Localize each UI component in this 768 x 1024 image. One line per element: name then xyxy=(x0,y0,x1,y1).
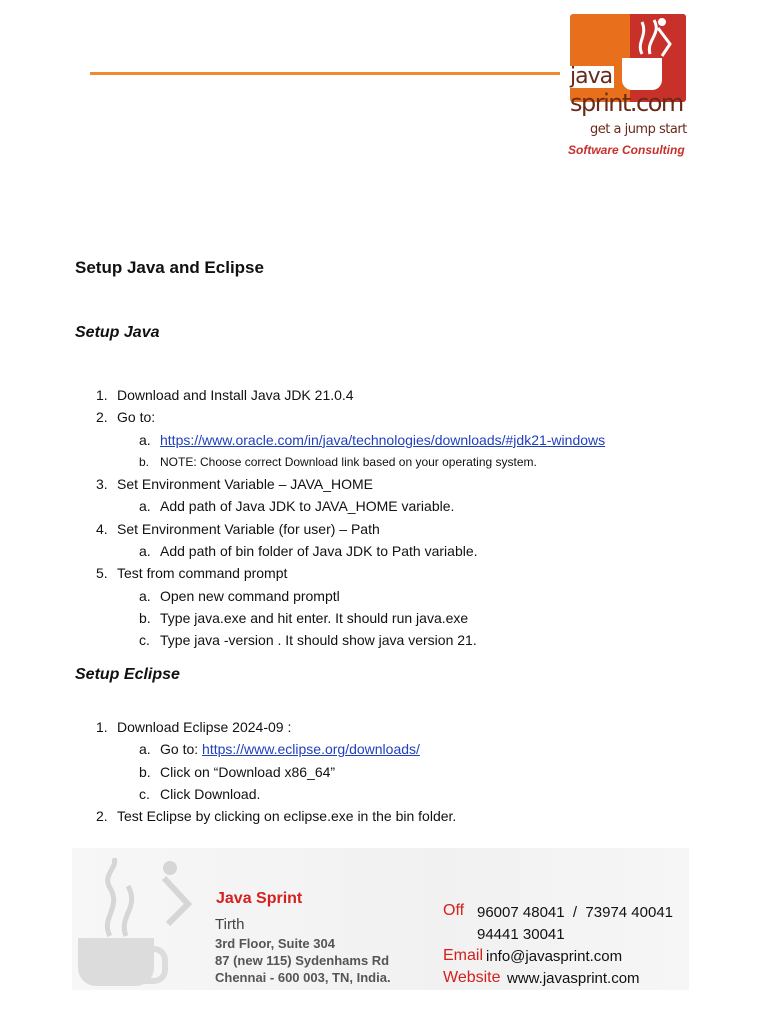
footer-phones: 96007 48041 / 73974 40041 xyxy=(477,904,674,921)
logo-cup-icon xyxy=(622,58,662,90)
javasprint-logo xyxy=(560,14,688,159)
logo-word-sprint: sprint.com xyxy=(570,89,683,117)
footer-address-line: 87 (new 115) Sydenhams Rd xyxy=(215,953,390,968)
footer-email-label: Email xyxy=(443,947,484,964)
footer-address-line: Tirth xyxy=(215,916,245,933)
oracle-download-link[interactable]: https://www.oracle.com/in/java/technologies/downloads/#jdk21-windows xyxy=(160,431,606,448)
footer-email[interactable]: info@javasprint.com xyxy=(486,948,623,965)
logo-tagline: get a jump start xyxy=(590,122,687,137)
footer-contact-banner xyxy=(72,848,689,990)
header-divider xyxy=(90,72,560,75)
eclipse-download-link[interactable]: https://www.eclipse.org/downloads/ xyxy=(202,741,420,758)
logo-subtitle: Software Consulting xyxy=(568,143,685,157)
setup-eclipse-heading: Setup Eclipse xyxy=(75,666,180,683)
footer-steam-icon xyxy=(92,858,202,938)
footer-address-line: 3rd Floor, Suite 304 xyxy=(215,936,335,951)
page-title: Setup Java and Eclipse xyxy=(75,258,264,277)
setup-java-heading: Setup Java xyxy=(75,324,160,341)
footer-website[interactable]: www.javasprint.com xyxy=(507,970,640,987)
footer-website-label: Website xyxy=(443,969,501,986)
footer-company-name: Java Sprint xyxy=(216,890,303,907)
footer-address-line: Chennai - 600 003, TN, India. xyxy=(215,970,391,985)
logo-word-java: java xyxy=(570,64,613,89)
footer-phone-alt: 94441 30041 xyxy=(477,926,565,943)
footer-office-label: Off xyxy=(443,902,465,919)
